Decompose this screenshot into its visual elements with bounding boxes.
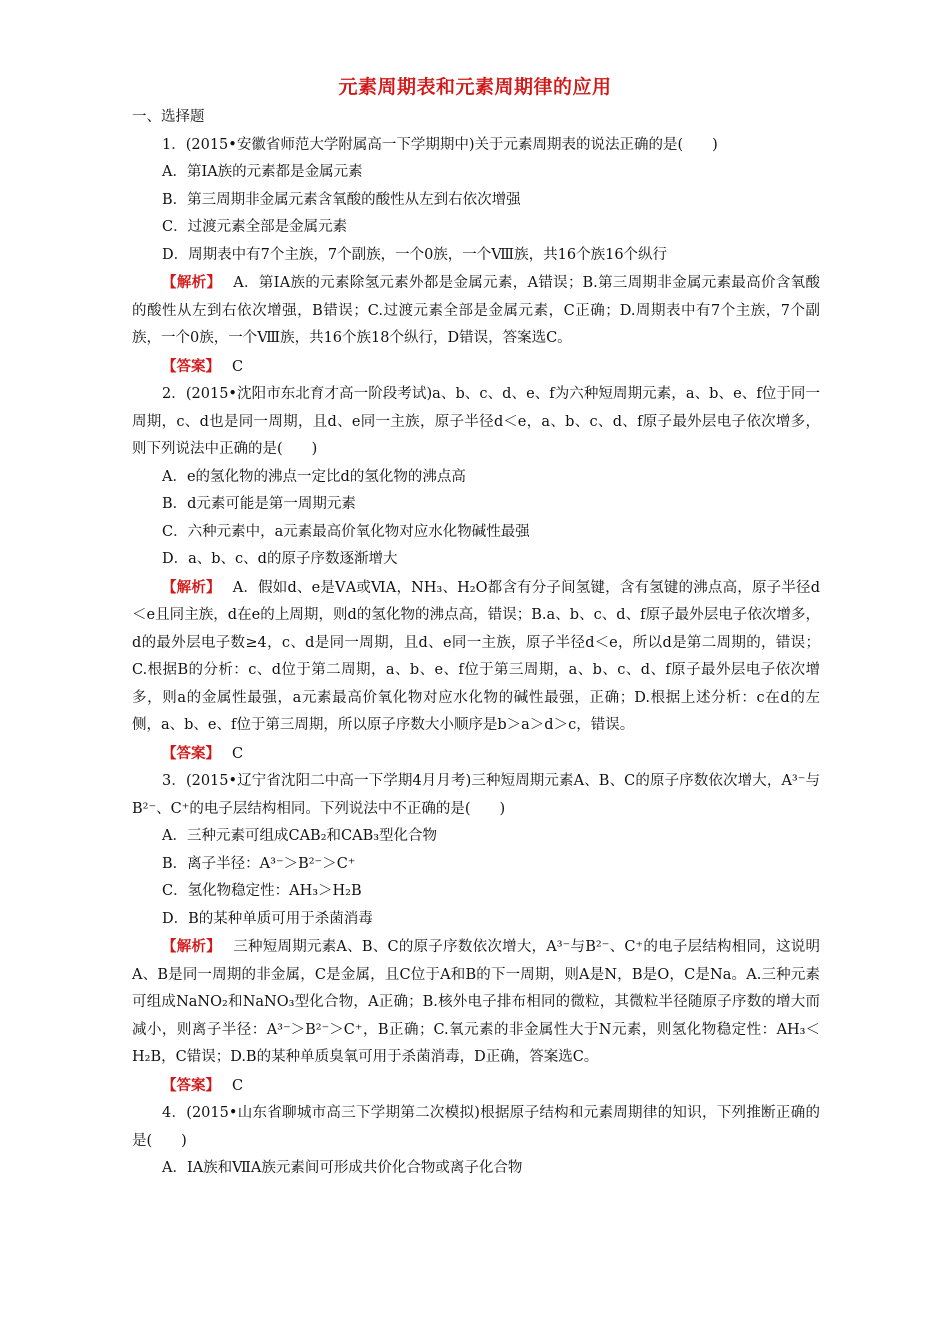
q2-option-a: A．e的氢化物的沸点一定比d的氢化物的沸点高 — [162, 468, 466, 485]
q1-answer-text: C — [232, 358, 244, 375]
question-1-stem: 1．(2015•安徽省师范大学附属高一下学期期中)关于元素周期表的说法正确的是( ) — [162, 136, 718, 153]
q3-option-c: C．氢化物稳定性：AH₃＞H₂B — [162, 883, 362, 899]
analysis-label: 【解析】 — [162, 578, 221, 596]
q1-option-a: A．第ⅠA族的元素都是金属元素 — [162, 164, 363, 180]
q3-option-b: B．离子半径：A³⁻＞B²⁻＞C⁺ — [162, 855, 356, 872]
q4-option-a: A．ⅠA族和ⅦA族元素间可形成共价化合物或离子化合物 — [162, 1160, 523, 1176]
q1-option-b: B．第三周期非金属元素含氧酸的酸性从左到右依次增强 — [162, 191, 521, 208]
analysis-label: 【解析】 — [162, 274, 222, 291]
answer-label: 【答案】 — [162, 1076, 220, 1094]
q1-analysis-text: A．第ⅠA族的元素除氢元素外都是金属元素，A错误；B.第三周期非金属元素最高价含氧酸的酸性从左到右依次增强，B错误；C.过渡元素全部是金属元素，C正确；D.周期表中有7个主族，7个副族，一个0族，一个Ⅷ族，共16个族18个纵行，D错误，答案选C。 — [132, 275, 820, 346]
section-heading: 一、选择题 — [132, 109, 205, 125]
q2-option-d: D．a、b、c、d的原子序数逐渐增大 — [162, 551, 398, 567]
q2-answer-text: C — [232, 745, 244, 762]
q1-option-c: C．过渡元素全部是金属元素 — [162, 219, 348, 235]
q3-analysis-text: 三种短周期元素A、B、C的原子序数依次增大，A³⁻与B²⁻、C⁺的电子层结构相同，这说明A、B是同一周期的非金属，C是金属，且C位于A和B的下一周期，则A是N，B是O，C是Na。A.三种元素可组成NaNO₂和NaNO₃型化合物，A正确；B.核外电子排布相同的微粒，其微粒半径随原子序数的增大而减小，则离子半径：A³⁻＞B²⁻＞C⁺，B正确；C.氧元素的非金属性大于N元素，则氢化物稳定性：AH₃＜H₂B，C错误；D.B的某种单质臭氧可用于杀菌消毒，D正确，答案选C。 — [132, 939, 821, 1065]
question-4-stem: 4．(2015•山东省聊城市高三下学期第二次模拟)根据原子结构和元素周期律的知识，下列推断正确的是( ) — [132, 1105, 820, 1149]
q1-analysis — [132, 269, 820, 353]
q3-option-d: D．B的某种单质可用于杀菌消毒 — [162, 910, 373, 927]
q2-answer — [132, 740, 820, 769]
answer-label: 【答案】 — [162, 357, 220, 375]
question-3-stem: 3．(2015•辽宁省沈阳二中高一下学期4月月考)三种短周期元素A、B、C的原子序数依次增大，A³⁻与B²⁻、C⁺的电子层结构相同。下列说法中不正确的是( ) — [132, 773, 820, 817]
q2-analysis-text: A．假如d、e是ⅤA或ⅥA，NH₃、H₂O都含有分子间氢键，含有氢键的沸点高，原子半径d＜e且同主族，d在e的上周期，则d的氢化物的沸点高，错误；B.a、b、c、d、f原子最外层电子依次增多，d的最外层电子数≥4，c、d是同一周期，且d、e同一主族，原子半径d＜e，所以d是第二周期的，错误；C.根据B的分析：c、d位于第二周期，a、b、e、f位于第三周期，a、b、c、d、f原子最外层电子依次增多，则a的金属性最强，a元素最高价氧化物对应水化物的碱性最强，正确；D.根据上述分析：c在d的左侧，a、b、e、f位于第三周期，所以原子序数大小顺序是b＞a＞d＞c，错误。 — [132, 579, 820, 733]
page-title: 元素周期表和元素周期律的应用 — [338, 76, 612, 98]
q1-option-d: D．周期表中有7个主族，7个副族，一个0族，一个Ⅷ族，共16个族16个纵行 — [162, 246, 668, 263]
question-2-stem: 2．(2015•沈阳市东北育才高一阶段考试)a、b、c、d、e、f为六种短周期元素，a、b、e、f位于同一周期，c、d也是同一周期，且d、e同一主族，原子半径d＜e，a、b、c、d、f原子最外层电子依次增多，则下列说法中正确的是( ) — [132, 386, 820, 457]
q3-analysis — [132, 933, 820, 1072]
analysis-label: 【解析】 — [162, 938, 221, 955]
q2-analysis — [132, 574, 820, 740]
q3-option-a: A．三种元素可组成CAB₂和CAB₃型化合物 — [162, 828, 438, 844]
q3-answer — [132, 1072, 820, 1101]
document-body — [132, 104, 820, 1183]
q2-option-c: C．六种元素中，a元素最高价氧化物对应水化物碱性最强 — [162, 523, 530, 540]
q3-answer-text: C — [232, 1077, 244, 1094]
q1-answer — [132, 353, 820, 382]
answer-label: 【答案】 — [162, 744, 220, 762]
q2-option-b: B．d元素可能是第一周期元素 — [162, 496, 356, 512]
